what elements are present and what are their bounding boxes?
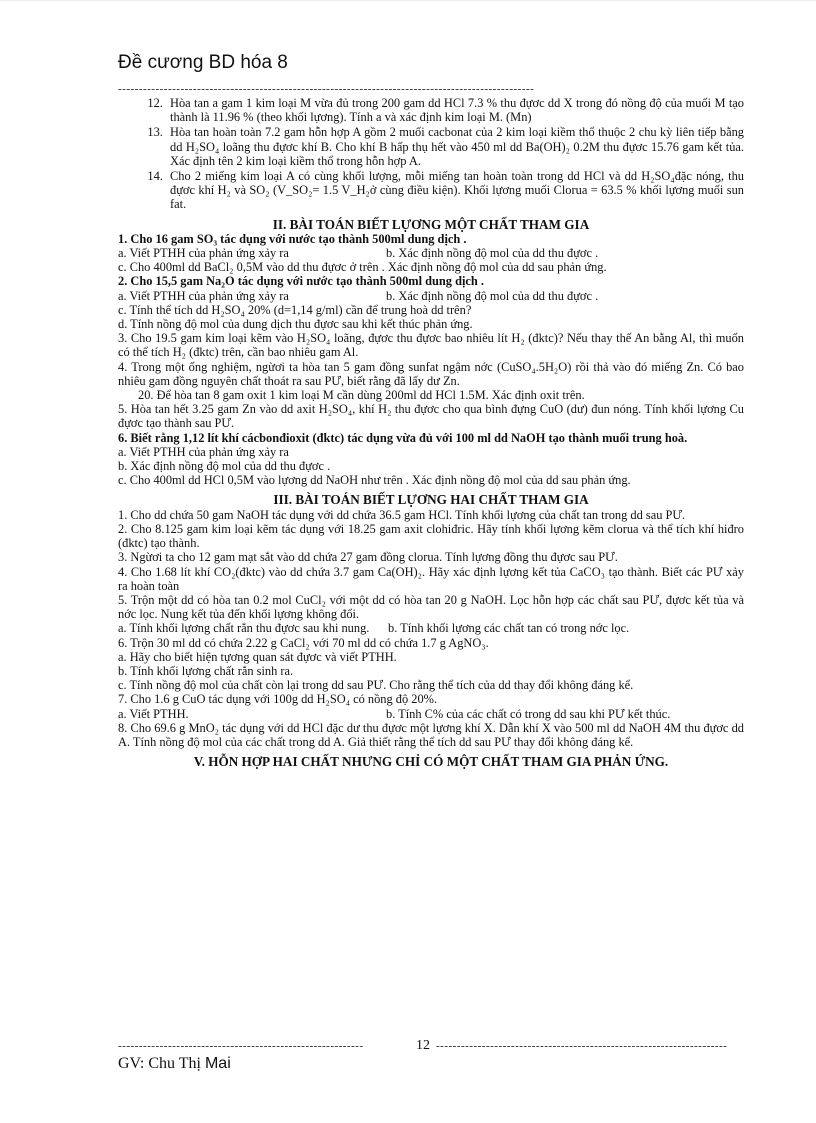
section-title: III. BÀI TOÁN BIẾT LỰƠNG HAI CHẤT THAM GIA [273, 492, 589, 508]
problem-list [118, 96, 744, 212]
problem: 2. Cho 8.125 gam kim loại kẽm tác dụng với 18.25 gam axit clohiđric. Hãy tính khối lựơng kẽm clorua và thể tích khí hiđro (đktc) tạo thành. [118, 521, 744, 551]
problem-parts [118, 289, 744, 303]
problem: 1. Cho 16 gam SO₃ tác dụng với nước tạo thành 500ml dung dịch . [118, 231, 467, 246]
document-body [118, 96, 744, 769]
part: b. Tính khối lựơng các chất tan có trong nớc lọc. [388, 621, 630, 636]
problem: 4. Trong một ống nghiệm, ngừơi ta hòa tan 5 gam đồng sunfat ngậm nớc (CuSO₄.5H₂O) rồi thả vào đó miếng Zn. Có bao nhiêu gam đồng nguyên chất thoát ra sau PƯ, biết rằng đã lấy dư Zn. [118, 359, 744, 388]
problem-part: c. Tính thể tích dd H₂SO₄ 20% (d=1,14 g/ml) cần để trung hoà dd trên? [118, 302, 472, 317]
problem-parts [118, 621, 744, 635]
part: a. Viết PTHH của phản ứng xảy ra [118, 288, 289, 303]
problem: 1. Cho dd chứa 50 gam NaOH tác dụng với dd chứa 36.5 gam HCl. Tính khối lựơng của chất tan trong dd sau PƯ. [118, 507, 686, 522]
footer-rule [118, 1038, 728, 1054]
part: a. Tính khối lựơng chất rắn thu đựơc sau khi nung. [118, 621, 370, 636]
part: b. Tính C% của các chất có trong dd sau khi PƯ kết thúc. [386, 706, 671, 721]
problem-part: c. Cho 400ml dd HCl 0,5M vào lựơng dd NaOH như trên . Xác định nồng độ mol của dd sau phản ứng. [118, 473, 631, 488]
list-item: 14. Cho 2 miếng kim loại A có cùng khối lượng, mỗi miếng tan hoàn toàn trong dd HCl và dd H₂SO₄đặc nóng, thu đựơc khí H₂ và SO₂ (V_SO₂= 1.5 V_H₂ở cùng điều kiện). Khối lựơng muối Clorua = 63.5 % khối lựơng muối sun fat. [166, 169, 744, 212]
problem-part: b. Xác định nồng độ mol của dd thu đựơc . [118, 459, 331, 474]
section-title: V. HỖN HỢP HAI CHẤT NHƯNG CHỈ CÓ MỘT CHẤT THAM GIA PHẢN ỨNG. [193, 754, 669, 770]
problem: 3. Cho 19.5 gam kim loại kẽm vào H₂SO₄ loãng, đựơc thu đựơc bao nhiêu lít H₂ (đktc)? Nếu thay thế An bằng Al, thì muốn có thể tích H₂ (đktc) trên, cần bao nhiêu gam Al. [118, 331, 744, 360]
problem-part: c. Cho 400ml dd BaCl₂ 0,5M vào dd thu đựơc ở trên . Xác định nồng độ mol của dd sau phản ứng. [118, 260, 607, 275]
footer-dash-left: ----------------------------------------------------------- [118, 1040, 364, 1052]
problem: 7. Cho 1.6 g CuO tác dụng với 100g dd H₂SO₄ có nồng độ 20%. [118, 692, 438, 707]
problem: 20. Để hòa tan 8 gam oxit 1 kim loại M cần dùng 200ml dd HCl 1.5M. Xác định oxit trên. [138, 388, 585, 403]
part: b. Xác định nồng độ mol của dd thu đựơc . [386, 288, 599, 303]
teacher-name: Mai [204, 1055, 231, 1072]
part: a. Viết PTHH. [118, 706, 189, 721]
problem-part: b. Tính khối lựơng chất rắn sinh ra. [118, 663, 294, 678]
problem-part: c. Tính nồng độ mol của chất còn lại trong dd sau PƯ. Cho rằng thể tích của dd thay đổi không đáng kể. [118, 678, 634, 693]
footer-dash-right: ---------------------------------------------------------------------- [436, 1040, 728, 1052]
problem-parts [118, 246, 744, 260]
problem: 8. Cho 69.6 g MnO₂ tác dụng với dd HCl đặc dư thu đựơc một lựơng khí X. Dẫn khí X vào 500 ml dd NaOH 4M thu đựơc dd A. Tính nồng độ mol của các chất trong dd A. Giả thiết rằng thể tích dd sau PƯ thay đổi không đáng kể. [118, 720, 744, 749]
part: b. Xác định nồng độ mol của dd thu đựơc . [386, 246, 599, 261]
problem-part: a. Viết PTHH của phản ứng xảy ra [118, 444, 289, 459]
problem-part: a. Hãy cho biết hiện tựơng quan sát đựơc và viết PTHH. [118, 649, 397, 664]
problem: 5. Trộn một dd có hòa tan 0.2 mol CuCl₂ với một dd có hòa tan 20 g NaOH. Lọc hỗn hợp các chất sau PƯ, đựơc kết tủa và nớc lọc. Nung kết tủa đến khối lựơng không đổi. [118, 592, 744, 622]
problem: 6. Biết rằng 1,12 lít khí cácbonđioxit (đktc) tác dụng vừa đủ với 100 ml dd NaOH tạo thành muối trung hoà. [118, 430, 688, 445]
part: a. Viết PTHH của phản ứng xảy ra [118, 246, 289, 261]
page-number: 12 [416, 1038, 430, 1053]
problem: 6. Trộn 30 ml dd có chứa 2.22 g CaCl₂ với 70 ml dd có chứa 1.7 g AgNO₃. [118, 635, 489, 650]
list-item: 12. Hòa tan a gam 1 kim loại M vừa đủ trong 200 gam dd HCl 7.3 % thu đựơc dd X trong đó nồng độ của muối M tạo thành là 11.96 % (theo khối lựơng). Tính a và xác định kim loại M. (Mn) [166, 96, 744, 124]
problem: 4. Cho 1.68 lít khí CO₂(đktc) vào dd chứa 3.7 gam Ca(OH)₂. Hãy xác định lựơng kết tủa CaCO₃ tạo thành. Biết các PƯ xảy ra hoàn toàn [118, 564, 744, 593]
problem: 5. Hòa tan hết 3.25 gam Zn vào dd axit H₂SO₄, khí H₂ thu đựơc cho qua bình đựng CuO (dư) đun nóng. Tính khối lựơng Cu đựơc tạo thành sau PƯ. [118, 402, 744, 431]
header-rule: ---------------------------------------------------------------------------------------------------- [118, 84, 535, 95]
section-title: II. BÀI TOÁN BIẾT LỰƠNG MỘT CHẤT THAM GIA [272, 216, 590, 232]
teacher-credit [118, 1055, 231, 1073]
list-item: 13. Hòa tan hoàn toàn 7.2 gam hỗn hợp A gồm 2 muối cacbonat của 2 kim loại kiềm thổ thuộc 2 chu kỳ liên tiếp bằng dd H₂SO₄ loãng thu đựơc khí B. Cho khí B hấp thụ hết vào 450 ml dd Ba(OH)₂ 0.2M thu đựơc 15.76 gam kết tủa. Xác định tên 2 kim loại kiềm thổ trong hỗn hợp A. [166, 125, 744, 168]
problem: 3. Ngừơi ta cho 12 gam mạt sắt vào dd chứa 27 gam đồng clorua. Tính lựơng đồng thu đựơc sau PƯ. [118, 550, 618, 565]
problem-part: d. Tính nồng độ mol của dung dịch thu đựơc sau khi kết thúc phản ứng. [118, 317, 473, 332]
page-title: Đề cương BD hóa 8 [118, 52, 288, 73]
teacher-prefix: GV: Chu Thị [118, 1055, 201, 1072]
problem-parts [118, 707, 744, 721]
problem: 2. Cho 15,5 gam Na₂O tác dụng với nước tạo thành 500ml dung dịch . [118, 274, 485, 289]
